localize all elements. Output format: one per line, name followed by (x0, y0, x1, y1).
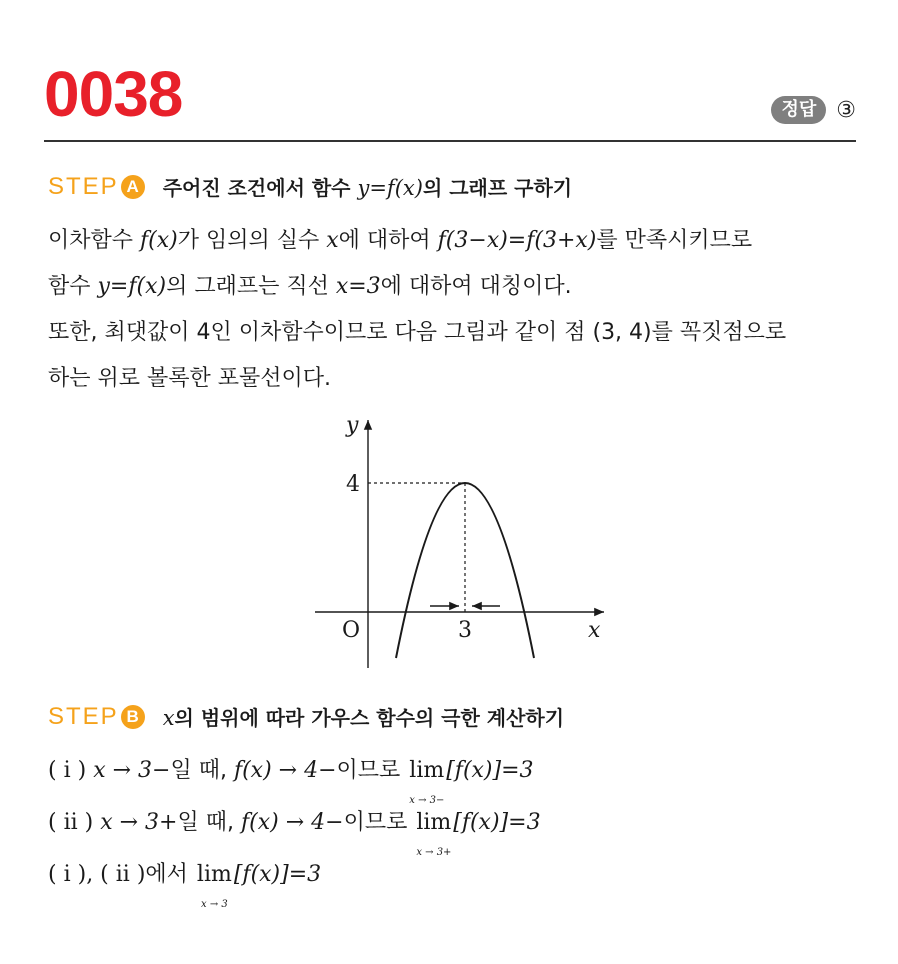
answer-value: ③ (836, 97, 856, 123)
case-1-fx: f(x) → 4− (233, 758, 337, 783)
case-1-result: [f(x)]=3 (446, 758, 534, 783)
case-2-tag: ( ii ) (48, 810, 94, 835)
math-expression: y=f(x) (97, 274, 167, 299)
case-1-approach: x → 3− (93, 758, 171, 783)
step-b-title-math: x (162, 706, 175, 730)
step-b-heading (48, 702, 564, 731)
text-segment: 이차함수 (48, 228, 141, 253)
text-segment: 함수 (48, 274, 98, 299)
text-segment: 를 만족시키므로 (596, 228, 753, 253)
step-a-title-pre: 주어진 조건에서 함수 (162, 176, 358, 200)
case-3-lim-sub: x → 3 (201, 899, 228, 910)
text-segment: 가 임의의 실수 (177, 228, 327, 253)
case-1-lim-sub: x → 3− (409, 795, 445, 806)
math-expression: f(3−x)=f(3+x) (437, 228, 597, 253)
step-a-title-math: y=f(x) (357, 176, 423, 200)
case-1-text-b: 이므로 (336, 758, 408, 783)
text-segment: 하는 위로 볼록한 포물선이다. (48, 366, 331, 391)
step-b-letter-badge: B (121, 705, 145, 729)
case-1-limit (409, 748, 445, 806)
case-3-result: [f(x)]=3 (233, 862, 322, 887)
origin-label: O (342, 618, 361, 643)
y-axis-label: y (346, 413, 359, 438)
math-expression: f(x) (140, 228, 178, 253)
case-2-fx: f(x) → 4− (240, 810, 344, 835)
step-b-title (163, 702, 564, 731)
text-segment: 에 대하여 대칭이다. (380, 274, 572, 299)
problem-number: 0038 (44, 58, 183, 130)
case-2-limit (416, 800, 452, 858)
case-2-text-b: 이므로 (343, 810, 415, 835)
step-b-label: STEP (48, 702, 119, 730)
step-a-title-post: 의 그래프 구하기 (422, 176, 573, 200)
x-axis-label: x (588, 618, 601, 643)
case-2-text-a: 일 때, (177, 810, 241, 835)
text-segment: 의 그래프는 직선 (166, 274, 336, 299)
step-b-title-post: 의 범위에 따라 가우스 함수의 극한 계산하기 (174, 706, 565, 730)
case-3-tag: ( i ), ( ii ) (48, 862, 146, 887)
math-expression: x=3 (335, 274, 381, 299)
case-2-lim-word: lim (416, 810, 452, 835)
case-1-lim-word: lim (409, 758, 445, 783)
answer-badge: 정답 (771, 96, 826, 124)
text-segment: 또한, 최댓값이 4인 이차함수이므로 다음 그림과 같이 점 (3, 4)를 꼭짓점으로 (48, 320, 787, 345)
vertex-x-tick-label: 3 (458, 618, 472, 643)
step-a-label: STEP (48, 172, 119, 200)
case-1-text-a: 일 때, (170, 758, 234, 783)
math-expression: x (326, 228, 339, 253)
case-1-tag: ( i ) (48, 758, 87, 783)
case-3-text: 에서 (145, 862, 195, 887)
case-3-lim-word: lim (196, 862, 232, 887)
case-2-result: [f(x)]=3 (453, 810, 541, 835)
case-2-lim-sub: x → 3+ (416, 847, 452, 858)
vertex-y-tick-label: 4 (346, 472, 360, 497)
case-2-approach: x → 3+ (100, 810, 178, 835)
case-3-limit (196, 852, 232, 910)
case-1-line (48, 748, 534, 806)
case-3-line (48, 852, 322, 910)
case-2-line (48, 800, 541, 858)
text-segment: 에 대하여 (338, 228, 438, 253)
step-a-letter-badge: A (121, 175, 145, 199)
